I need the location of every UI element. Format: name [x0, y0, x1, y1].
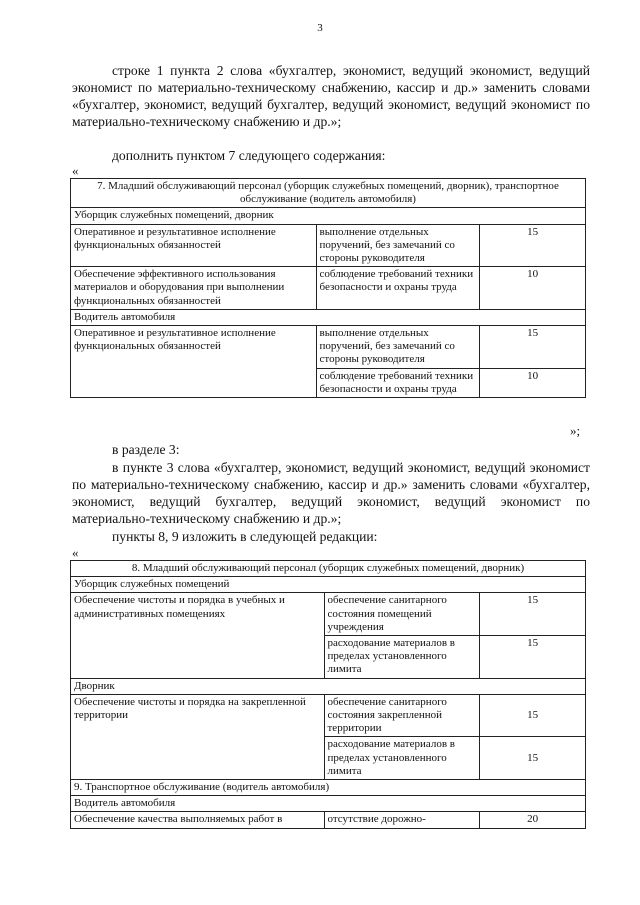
indicator-criterion: расходование материалов в пределах установленного лимита: [324, 737, 480, 780]
indicator-criterion: отсутствие дорожно-: [324, 812, 480, 828]
indicator-value: 15: [480, 326, 586, 369]
indicator-name: Обеспечение качества выполняемых работ в: [71, 812, 325, 828]
table-row: [71, 561, 586, 577]
table-row: [71, 179, 586, 208]
indicator-name: Оперативное и результативное исполнение функциональных обязанностей: [71, 326, 317, 398]
table2-group-cleaner: Уборщик служебных помещений: [71, 577, 586, 593]
table-row: [71, 224, 586, 267]
indicator-name: Обеспечение чистоты и порядка на закрепленной территории: [71, 694, 325, 779]
table1-header: 7. Младший обслуживающий персонал (уборщик служебных помещений, дворник), транспортное обслуживание (водитель автомобиля): [71, 179, 586, 208]
page-number: 3: [317, 22, 323, 34]
table-row: [71, 812, 586, 828]
indicator-value: 15: [480, 224, 586, 267]
paragraph-add-point7: дополнить пунктом 7 следующего содержания:: [112, 148, 386, 163]
table-point-7: [70, 178, 586, 398]
indicator-value: 20: [480, 812, 586, 828]
table2-section-9: 9. Транспортное обслуживание (водитель автомобиля): [71, 780, 586, 796]
indicator-value: 15: [480, 636, 586, 679]
table-row: [71, 678, 586, 694]
table-row: [71, 796, 586, 812]
table-row: [71, 577, 586, 593]
table1-group-cleaner-janitor: Уборщик служебных помещений, дворник: [71, 208, 586, 224]
table-row: [71, 267, 586, 310]
table1-group-driver: Водитель автомобиля: [71, 309, 586, 325]
table-row: [71, 326, 586, 369]
indicator-name: Обеспечение эффективного использования материалов и оборудования при выполнении функциональных обязанностей: [71, 267, 317, 310]
table-row: [71, 309, 586, 325]
indicator-value: 10: [480, 267, 586, 310]
indicator-value: 10: [480, 368, 586, 397]
indicator-criterion: соблюдение требований техники безопасности и охраны труда: [316, 368, 480, 397]
indicator-criterion: выполнение отдельных поручений, без замечаний со стороны руководителя: [316, 224, 480, 267]
indicator-criterion: обеспечение санитарного состояния закрепленной территории: [324, 694, 480, 737]
indicator-criterion: расходование материалов в пределах установленного лимита: [324, 636, 480, 679]
indicator-criterion: выполнение отдельных поручений, без замечаний со стороны руководителя: [316, 326, 480, 369]
paragraph-points-8-9: пункты 8, 9 изложить в следующей редакции:: [112, 529, 378, 544]
opening-quote-2: «: [72, 545, 79, 560]
indicator-value: 15: [480, 593, 586, 636]
paragraph-section3: в разделе 3:: [112, 442, 180, 457]
closing-quote-1: »;: [570, 423, 581, 438]
table2-group-janitor: Дворник: [71, 678, 586, 694]
table-row: [71, 208, 586, 224]
indicator-criterion: соблюдение требований техники безопасности и охраны труда: [316, 267, 480, 310]
table2-header: 8. Младший обслуживающий персонал (уборщик служебных помещений, дворник): [71, 561, 586, 577]
indicator-name: Оперативное и результативное исполнение функциональных обязанностей: [71, 224, 317, 267]
indicator-value: 15: [480, 694, 586, 737]
opening-quote-1: «: [72, 163, 79, 178]
table-row: [71, 780, 586, 796]
paragraph-amend-point3: в пункте 3 слова «бухгалтер, экономист, ведущий экономист, ведущий экономист по материально-техническому снабжению, кассир и др.» заменить словами «бухгалтер, экономист, ведущий бухгалтер, ведущий экономист, ведущий экономист по материально-техническому снабжению и др.»;: [72, 460, 590, 526]
paragraph-amend-point2: строке 1 пункта 2 слова «бухгалтер, экономист, ведущий экономист, ведущий экономист по материально-техническому снабжению, кассир и др.» заменить словами «бухгалтер, экономист, ведущий бухгалтер, ведущий экономист, ведущий экономист по материально-техническому снабжению и др.»;: [72, 63, 590, 129]
table-row: [71, 593, 586, 636]
table-row: [71, 694, 586, 737]
indicator-value: 15: [480, 737, 586, 780]
indicator-criterion: обеспечение санитарного состояния помещений учреждения: [324, 593, 480, 636]
table-points-8-9: [70, 560, 586, 829]
table2-group-driver: Водитель автомобиля: [71, 796, 586, 812]
indicator-name: Обеспечение чистоты и порядка в учебных и административных помещениях: [71, 593, 325, 678]
